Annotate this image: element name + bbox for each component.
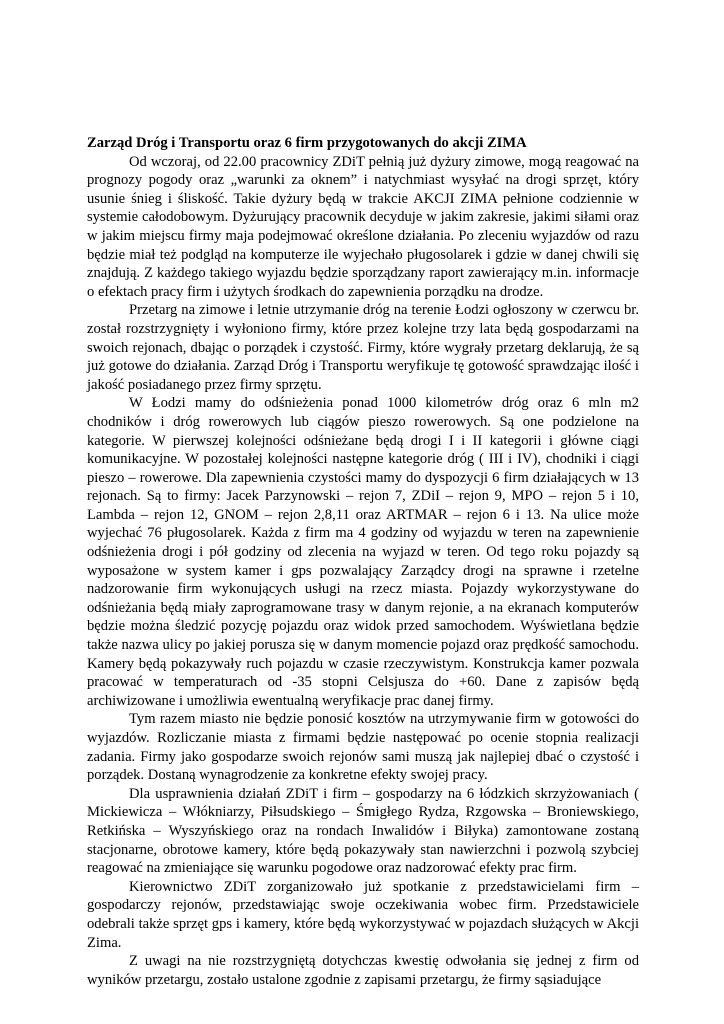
paragraph-night-duty: Od wczoraj, od 22.00 pracownicy ZDiT pełnią już dyżury zimowe, mogą reagować na prognozy pogody oraz „warunki za oknem” i natychmiast wysyłać na drogi sprzęt, który usunie śnieg i śliskość. Takie dyżury będą w trakcie AKCJI ZIMA pełnione codziennie w systemie całodobowym. Dyżurujący pracownik decyduje w jakim zakresie, jakimi siłami oraz w jakim miejscu firmy maja podejmować określone działania. Po zleceniu wyjazdów od razu będzie miał też podgląd na komputerze ile wyjechało pługosolarek i gdzie w danej chwili się znajdują. Z każdego takiego wyjazdu będzie sporządzany raport zawierający m.in. informacje o efektach pracy firm i użytych środkach do zapewnienia porządku na drodze.: [87, 153, 639, 300]
paragraph-intersection-cameras: Dla usprawnienia działań ZDiT i firm – gospodarzy na 6 łódzkich skrzyżowaniach ( Mickiewicza – Włókniarzy, Piłsudskiego – Śmigłego Rydza, Rzgowska – Broniewskiego, Retkińska – Wyszyńskiego oraz na rondach Inwalidów i Biłyka) zamontowane zostaną stacjonarne, obrotowe kamery, które będą pokazywały stan nawierzchni i pozwolą szybciej reagować na zmieniające się warunku pogodowe oraz nadzorować efekty prac firm.: [87, 785, 639, 877]
document-title: Zarząd Dróg i Transportu oraz 6 firm przygotowanych do akcji ZIMA: [87, 135, 527, 151]
document-page: [87, 134, 639, 989]
paragraph-appeal: Z uwagi na nie rozstrzygniętą dotychczas kwestię odwołania się jednej z firm od wyników przetargu, zostało ustalone zgodnie z zapisami przetargu, że firmy sąsiadujące: [87, 953, 639, 988]
paragraph-roads-and-firms: W Łodzi mamy do odśnieżenia ponad 1000 kilometrów dróg oraz 6 mln m2 chodników i dróg rowerowych lub ciągów pieszo rowerowych. Są one podzielone na kategorie. W pierwszej kolejności odśnieżane będą drogi I i II kategorii i główne ciągi komunikacyjne. W pozostałej kolejności następne kategorie dróg ( III i IV), chodniki i ciągi pieszo – rowerowe. Dla zapewnienia czystości mamy do dyspozycji 6 firm działających w 13 rejonach. Są to firmy: Jacek Parzynowski – rejon 7, ZDiI – rejon 9, MPO – rejon 5 i 10, Lambda – rejon 12, GNOM – rejon 2,8,11 oraz ARTMAR – rejon 6 i 13. Na ulice może wyjechać 76 pługosolarek. Każda z firm ma 4 godziny od wyjazdu w teren na zapewnienie odśnieżenia drogi i pół godziny od zlecenia na wyjazd w teren. Od tego roku pojazdy są wyposażone w system kamer i gps pozwalający Zarządcy drogi na sprawne i rzetelne nadzorowanie firm wykonujących usługi na rzecz miasta. Pojazdy wykorzystywane do odśnieżania będą miały zaprogramowane trasy w danym rejonie, a na ekranach komputerów będzie można śledzić pozycję pojazdu oraz widok przed samochodem. Wyświetlana będzie także nazwa ulicy po jakiej porusza się w danym momencie pojazd oraz prędkość samochodu. Kamery będą pokazywały ruch pojazdu w czasie rzeczywistym. Konstrukcja kamer pozwala pracować w temperaturach od -35 stopni Celsjusza do +60. Dane z zapisów będą archiwizowane i umożliwia ewentualną weryfikacje prac danej firmy.: [87, 395, 639, 709]
paragraph-meeting: Kierownictwo ZDiT zorganizowało już spotkanie z przedstawicielami firm – gospodarczy rejonów, przedstawiając swoje oczekiwania wobec firm. Przedstawiciele odebrali także sprzęt gps i kamery, które będą wykorzystywać w pojazdach służących w Akcji Zima.: [87, 878, 639, 951]
paragraph-tender: Przetarg na zimowe i letnie utrzymanie dróg na terenie Łodzi ogłoszony w czerwcu br. został rozstrzygnięty i wyłoniono firmy, które przez kolejne trzy lata będą gospodarzami na swoich rejonach, dbając o porządek i czystość. Firmy, które wygrały przetarg deklarują, że są już gotowe do działania. Zarząd Dróg i Transportu weryfikuje tę gotowość sprawdzając ilość i jakość posiadanego przez firmy sprzętu.: [87, 302, 639, 393]
paragraph-costs: Tym razem miasto nie będzie ponosić kosztów na utrzymywanie firm w gotowości do wyjazdów. Rozliczanie miasta z firmami będzie następować po ocenie stopnia realizacji zadania. Firmy jako gospodarze swoich rejonów sami muszą jak najlepiej dbać o czystość i porządek. Dostaną wynagrodzenie za konkretne efekty swojej pracy.: [87, 711, 639, 784]
